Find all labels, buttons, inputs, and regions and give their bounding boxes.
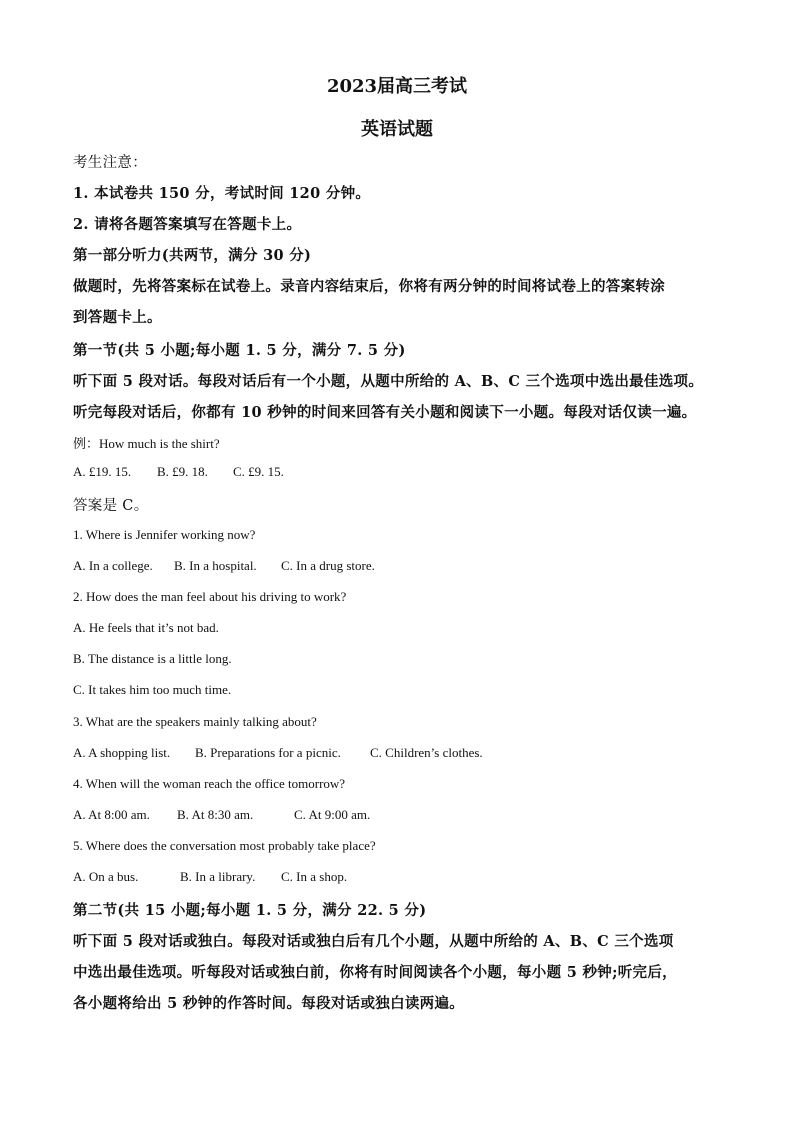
exam-title: 2023届高三考试 (326, 76, 468, 97)
notice-label: 考生注意： (73, 155, 147, 171)
option-b: B. Preparations for a picnic. (195, 745, 341, 760)
option-a: A. In a college. (73, 558, 153, 573)
option-c: C. Children’s clothes. (370, 745, 483, 760)
part1-instruction-line1: 做题时，先将答案标在试卷上。录音内容结束后，你将有两分钟的时间将试卷上的答案转涂 (73, 278, 665, 295)
section1-instruction-line1: 听下面 5 段对话。每段对话后有一个小题，从题中所给的 A、B、C 三个选项中选出最佳选项。 (73, 373, 704, 390)
option-b: B. In a library. (180, 869, 256, 884)
section1-heading: 第一节(共 5 小题;每小题 1. 5 分，满分 7. 5 分) (73, 342, 406, 359)
option-b: B. £9. 18. (157, 464, 208, 479)
section2-instruction-line1: 听下面 5 段对话或独白。每段对话或独白后有几个小题，从题中所给的 A、B、C 三个选项 (73, 933, 674, 950)
question-3: 3. What are the speakers mainly talking about? (73, 714, 317, 729)
option-c: C. In a shop. (281, 869, 348, 884)
example-options (73, 464, 284, 480)
question-4-options (73, 807, 370, 823)
question-2: 2. How does the man feel about his driving to work? (73, 589, 347, 604)
option-a: A. At 8:00 am. (73, 807, 150, 822)
question-4: 4. When will the woman reach the office tomorrow? (73, 776, 346, 791)
example-question: 例：How much is the shirt? (73, 436, 220, 451)
question-1-options (73, 558, 375, 574)
exam-subtitle: 英语试题 (361, 119, 433, 140)
section2-instruction-line3: 各小题将给出 5 秒钟的作答时间。每段对话或独白读两遍。 (73, 995, 465, 1012)
option-a: A. A shopping list. (73, 745, 171, 760)
option-c: C. In a drug store. (281, 558, 375, 573)
section2-heading: 第二节(共 15 小题;每小题 1. 5 分，满分 22. 5 分) (73, 902, 427, 919)
option-a: A. On a bus. (73, 869, 139, 884)
option-b: B. In a hospital. (174, 558, 257, 573)
question-3-options (73, 745, 483, 761)
question-2-option-a: A. He feels that it’s not bad. (73, 620, 219, 635)
question-2-option-b: B. The distance is a little long. (73, 651, 232, 666)
section2-instruction-line2: 中选出最佳选项。听每段对话或独白前，你将有时间阅读各个小题，每小题 5 秒钟;听完后， (73, 964, 677, 981)
option-a: A. £19. 15. (73, 464, 132, 479)
notice-item-1: 1. 本试卷共 150 分，考试时间 120 分钟。 (73, 185, 371, 202)
option-c: C. At 9:00 am. (294, 807, 371, 822)
section1-instruction-line2: 听完每段对话后，你都有 10 秒钟的时间来回答有关小题和阅读下一小题。每段对话仅读一遍。 (73, 404, 697, 421)
question-5: 5. Where does the conversation most probably take place? (73, 838, 376, 853)
question-5-options (73, 869, 347, 885)
question-1: 1. Where is Jennifer working now? (73, 527, 256, 542)
option-c: C. £9. 15. (233, 464, 284, 479)
question-2-option-c: C. It takes him too much time. (73, 682, 232, 697)
option-b: B. At 8:30 am. (177, 807, 254, 822)
part1-heading: 第一部分听力(共两节，满分 30 分) (73, 247, 312, 264)
notice-item-2: 2. 请将各题答案填写在答题卡上。 (73, 216, 302, 233)
part1-instruction-line2: 到答题卡上。 (73, 309, 162, 326)
example-answer: 答案是 C。 (73, 498, 149, 514)
